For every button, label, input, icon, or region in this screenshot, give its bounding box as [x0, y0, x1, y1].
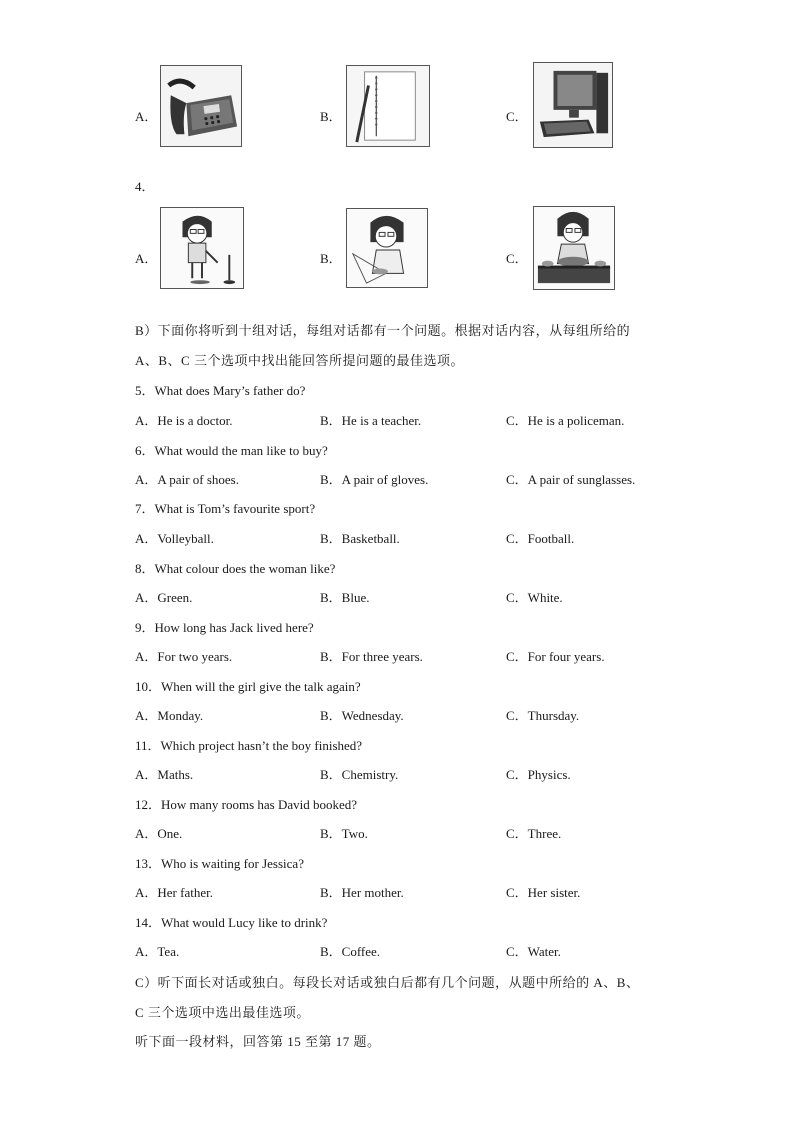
question-9: 9．How long has Jack lived here? — [135, 620, 314, 635]
option-c: C．Thursday. — [506, 708, 580, 723]
question-6: 6．What would the man like to buy? — [135, 443, 328, 458]
option-a: A．Her father. — [135, 885, 213, 900]
option-label-a: A． — [135, 251, 158, 266]
option-a: A．A pair of shoes. — [135, 472, 239, 487]
options-10 — [0, 705, 800, 723]
option-c: C．Her sister. — [506, 885, 581, 900]
computer-icon — [533, 62, 613, 148]
question-number-4: 4． — [135, 179, 155, 194]
option-b: B．Coffee. — [320, 944, 381, 959]
option-c: C．A pair of sunglasses. — [506, 472, 636, 487]
options-8 — [0, 587, 800, 605]
option-c: C．For four years. — [506, 649, 605, 664]
option-a: A．Volleyball. — [135, 531, 214, 546]
options-13 — [0, 882, 800, 900]
option-a: A．One. — [135, 826, 183, 841]
section-c-instruction-line1: C）听下面长对话或独白。每段长对话或独白后都有几个问题，从题中所给的 A、B、 — [135, 975, 640, 990]
option-label-b: B． — [320, 251, 342, 266]
options-7 — [0, 528, 800, 546]
options-6 — [0, 469, 800, 487]
question-7: 7．What is Tom’s favourite sport? — [135, 501, 316, 516]
section-b-instruction-line1: B）下面你将听到十组对话，每组对话都有一个问题。根据对话内容，从每组所给的 — [135, 323, 631, 338]
option-b: B．Her mother. — [320, 885, 404, 900]
option-a: A．Maths. — [135, 767, 194, 782]
girl-watering-plant-icon — [160, 207, 244, 289]
option-c: C．Three. — [506, 826, 562, 841]
option-b: B．A pair of gloves. — [320, 472, 429, 487]
option-b: B．Two. — [320, 826, 368, 841]
question-12: 12．How many rooms has David booked? — [135, 797, 358, 812]
option-b: B．Blue. — [320, 590, 370, 605]
option-label-c: C． — [506, 109, 528, 124]
option-c: C．White. — [506, 590, 563, 605]
section-b-instruction-line2: A、B、C 三个选项中找出能回答所提问题的最佳选项。 — [135, 353, 464, 368]
options-11 — [0, 764, 800, 782]
option-label-b: B． — [320, 109, 342, 124]
options-12 — [0, 823, 800, 841]
option-c: C．Water. — [506, 944, 561, 959]
option-label-c: C． — [506, 251, 528, 266]
option-b: B．He is a teacher. — [320, 413, 422, 428]
option-a: A．For two years. — [135, 649, 233, 664]
question-5: 5．What does Mary’s father do? — [135, 383, 306, 398]
option-a: A．Monday. — [135, 708, 204, 723]
option-b: B．Basketball. — [320, 531, 400, 546]
telephone-icon — [160, 65, 242, 147]
option-b: B．For three years. — [320, 649, 423, 664]
girl-drawing-icon — [346, 208, 428, 288]
option-a: A．Tea. — [135, 944, 180, 959]
option-a: A．He is a doctor. — [135, 413, 233, 428]
option-b: B．Wednesday. — [320, 708, 404, 723]
options-9 — [0, 646, 800, 664]
option-b: B．Chemistry. — [320, 767, 399, 782]
options-5 — [0, 410, 800, 428]
question-13: 13．Who is waiting for Jessica? — [135, 856, 304, 871]
girl-cooking-icon — [533, 206, 615, 290]
question-10: 10．When will the girl give the talk again? — [135, 679, 361, 694]
option-label-a: A． — [135, 109, 158, 124]
option-a: A．Green. — [135, 590, 193, 605]
section-c-instruction-line3: 听下面一段材料，回答第 15 至第 17 题。 — [135, 1034, 381, 1049]
question-14: 14．What would Lucy like to drink? — [135, 915, 328, 930]
section-c-instruction-line2: C 三个选项中选出最佳选项。 — [135, 1005, 310, 1020]
option-c: C．He is a policeman. — [506, 413, 625, 428]
notebook-pen-icon — [346, 65, 430, 147]
question-11: 11．Which project hasn’t the boy finished? — [135, 738, 363, 753]
question-8: 8．What colour does the woman like? — [135, 561, 336, 576]
option-c: C．Football. — [506, 531, 575, 546]
option-c: C．Physics. — [506, 767, 571, 782]
options-14 — [0, 941, 800, 959]
